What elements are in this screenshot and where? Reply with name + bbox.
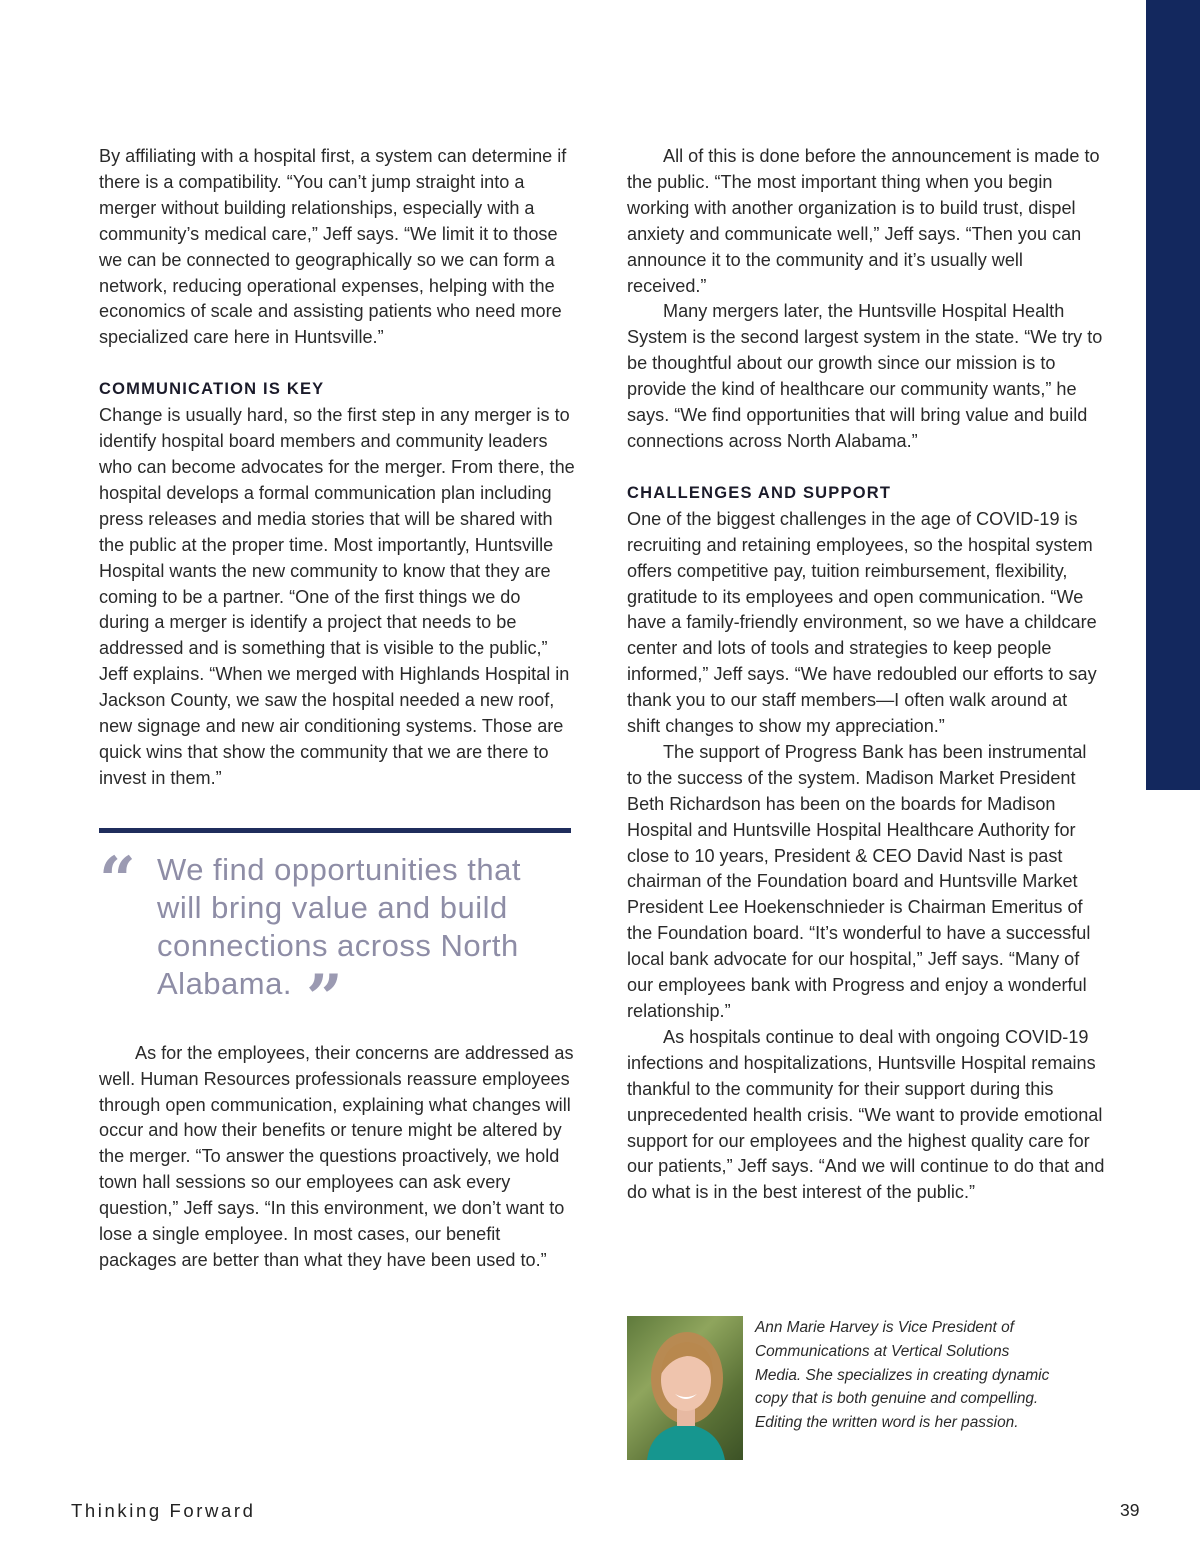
author-portrait-icon [627,1316,743,1460]
publication-name: Thinking Forward [71,1500,256,1521]
body-paragraph: Change is usually hard, so the first step in any merger is to identify hospital board members and community leaders who can become advocates for the merger. From there, the hospital develops a formal communication plan including press releases and media stories that will be shared with the public at the proper time. Most importantly, Huntsville Hospital wants the new community to know that they are coming to be a partner. “One of the first things we do during a merger is identify a project that needs to be addressed and is something that is visible to the public,” Jeff explains. “When we merged with Highlands Hospital in Jackson County, we saw the hospital needed a new roof, new signage and new air conditioning systems. Those are quick wins that show the community that we are there to invest in them.” [99,405,575,788]
body-paragraph: The support of Progress Bank has been instrumental to the success of the system. Madison Market President Beth Richardson has been on the boards for Madison Hospital and Huntsville Hospital Healthcare Authority for close to 10 years, President & CEO David Nast is past chairman of the Foundation board and Huntsville Market President Lee Hoekenschnieder is Chairman Emeritus of the Foundation board. “It’s wonderful to have a successful local bank advocate for our hospital,” Jeff says. “Many of our employees bank with Progress and enjoy a wonderful relationship.” [627,741,1091,1021]
pull-quote-rule [99,828,571,833]
pull-quote [99,842,575,1036]
body-paragraph: Many mergers later, the Huntsville Hospital Health System is the second largest system in the state. “We try to be thoughtful about our growth since our mission is to provide the kind of healthcare our community wants,” he says. “We find opportunities that will bring value and build connections across North Alabama.” [627,301,1103,451]
right-column [627,144,1105,1206]
body-paragraph: One of the biggest challenges in the age of COVID-19 is recruiting and retaining employees, so the hospital system offers competitive pay, tuition reimbursement, flexibility, gratitude to its employees and open communication. “We have a family-friendly environment, so we have a childcare center and lots of tools and strategies to keep people informed,” Jeff says. “We have redoubled our efforts to say thank you to our staff members—I often walk around at shift changes to show my appreciation.” [627,508,1097,737]
body-paragraph: By affiliating with a hospital first, a system can determine if there is a compatibility. “You can’t jump straight into a merger without building relationships, especially with a community’s medical care,” Jeff says. “We limit it to those we can be connected to geographically so we can form a network, reducing operational expenses, helping with the economics of scale and assisting patients who need more specialized care here in Huntsville.” [99,146,567,348]
section-heading: COMMUNICATION IS KEY [99,380,325,399]
section-heading: CHALLENGES AND SUPPORT [627,483,892,502]
side-accent-bar [1146,0,1200,790]
page-number: 39 [1120,1500,1140,1520]
close-quote-icon: ” [305,960,344,1036]
pull-quote-text: We find opportunities that will bring value and build connections across North Alabama. [157,851,521,1001]
body-paragraph: As for the employees, their concerns are addressed as well. Human Resources professionals reassure employees through open communication, explaining what changes will occur and how their benefits or tenure might be altered by the merger. “To answer the questions proactively, we hold town hall sessions so our employees can ask every question,” Jeff says. “In this environment, we don’t want to lose a single employee. In most cases, our benefit packages are better than what they have been used to.” [99,1042,574,1270]
open-quote-icon: “ [99,842,137,918]
left-column [99,144,575,1274]
author-bio [627,1316,1107,1462]
body-paragraph: All of this is done before the announcement is made to the public. “The most important thing when you begin working with another organization is to build trust, dispel anxiety and communicate well,” Jeff says. “Then you can announce it to the community and it’s usually well received.” [627,146,1100,296]
author-photo [627,1316,743,1460]
author-bio-text: Ann Marie Harvey is Vice President of Communications at Vertical Solutions Media. She specializes in creating dynamic copy that is both genuine and compelling. Editing the written word is her passion. [755,1319,1050,1432]
body-paragraph: As hospitals continue to deal with ongoing COVID-19 infections and hospitalizations, Huntsville Hospital remains thankful to the community for their support during this unprecedented health crisis. “We want to provide emotional support for our employees and the highest quality care for our patients,” Jeff says. “And we will continue to do that and do what is in the best interest of the public.” [627,1026,1105,1203]
